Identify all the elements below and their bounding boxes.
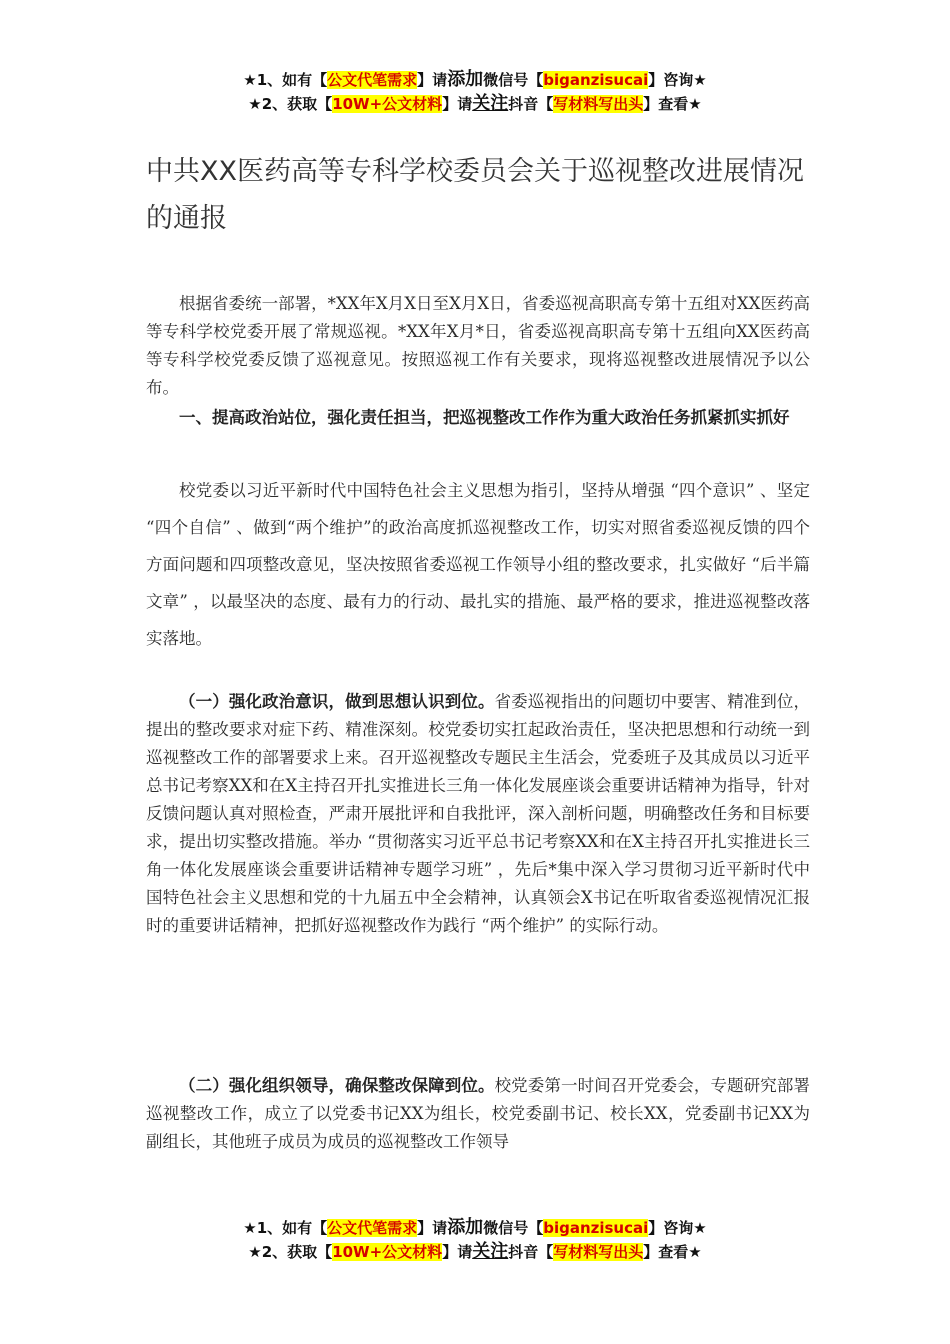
subsection-2-paragraph bbox=[146, 1072, 810, 1156]
subsection-1-lead: （一）强化政治意识，做到思想认识到位。 bbox=[179, 692, 495, 711]
banner-text: 】查看★ bbox=[643, 1243, 702, 1261]
banner-text: 】请 bbox=[442, 95, 473, 113]
banner-highlight: 公文代笔需求 bbox=[327, 71, 418, 89]
bottom-banner bbox=[0, 1216, 950, 1264]
banner-text: 微信号【 bbox=[483, 71, 544, 89]
banner-line-2 bbox=[0, 1240, 950, 1264]
banner-text: ★2、获取【 bbox=[248, 1243, 333, 1261]
banner-highlight: 写材料写出头 bbox=[553, 1243, 644, 1261]
banner-text: 】咨询★ bbox=[648, 1219, 707, 1237]
banner-highlight: 公文代笔需求 bbox=[327, 1219, 418, 1237]
banner-text: ★1、如有【 bbox=[243, 1219, 328, 1237]
banner-highlight: 写材料写出头 bbox=[553, 95, 644, 113]
banner-emphasis: 添加 bbox=[447, 1217, 484, 1238]
banner-emphasis: 关注 bbox=[472, 1241, 509, 1262]
subsection-1-text: 省委巡视指出的问题切中要害、精准到位，提出的整改要求对症下药、精准深刻。校党委切实扛起政治责任，坚决把思想和行动统一到巡视整改工作的部署要求上来。召开巡视整改专题民主生活会，党委班子及其成员以习近平总书记考察XX和在X主持召开扎实推进长三角一体化发展座谈会重要讲话精神为指导，针对反馈问题认真对照检查，严肃开展批评和自我批评，深入剖析问题，明确整改任务和目标要求，提出切实整改措施。举办 “贯彻落实习近平总书记考察XX和在X主持召开扎实推进长三角一体化发展座谈会重要讲话精神专题学习班” ，先后*集中深入学习贯彻习近平新时代中国特色社会主义思想和党的十九届五中全会精神，认真领会X书记在听取省委巡视情况汇报时的重要讲话精神，把抓好巡视整改作为践行 “两个维护” 的实际行动。 bbox=[146, 692, 811, 935]
banner-text: ★2、获取【 bbox=[248, 95, 333, 113]
banner-text: ★1、如有【 bbox=[243, 71, 328, 89]
subsection-2-lead: （二）强化组织领导，确保整改保障到位。 bbox=[179, 1076, 495, 1095]
banner-text: 】请 bbox=[417, 1219, 448, 1237]
banner-text: 抖音【 bbox=[508, 1243, 554, 1261]
section-heading-1: 一、提高政治站位，强化责任担当，把巡视整改工作作为重大政治任务抓紧抓实抓好 bbox=[179, 408, 790, 427]
subsection-2-text: 校党委第一时间召开党委会，专题研究部署巡视整改工作，成立了以党委书记XX为组长，校党委副书记、校长XX，党委副书记XX为副组长，其他班子成员为成员的巡视整改工作领导 bbox=[146, 1076, 811, 1151]
banner-line-1 bbox=[0, 1216, 950, 1240]
intro-paragraph: 根据省委统一部署，*XX年X月X日至X月X日，省委巡视高职高专第十五组对XX医药高等专科学校党委开展了常规巡视。*XX年X月*日，省委巡视高职高专第十五组向XX医药高等专科学校党委反馈了巡视意见。按照巡视工作有关要求，现将巡视整改进展情况予以公布。 bbox=[146, 294, 810, 397]
banner-highlight: 10W+公文材料 bbox=[332, 95, 443, 113]
banner-text: 】咨询★ bbox=[648, 71, 707, 89]
subsection-1-paragraph bbox=[146, 688, 810, 940]
banner-text: 微信号【 bbox=[483, 1219, 544, 1237]
banner-highlight: biganzisucai bbox=[543, 71, 649, 89]
banner-emphasis: 添加 bbox=[447, 69, 484, 90]
section-1-paragraph: 校党委以习近平新时代中国特色社会主义思想为指引，坚持从增强 “四个意识” 、坚定 “四个自信” 、做到“两个维护”的政治高度抓巡视整改工作，切实对照省委巡视反馈的四个方面问题和四项整改意见，坚决按照省委巡视工作领导小组的整改要求，扎实做好 “后半篇文章” ，以最坚决的态度、最有力的行动、最扎实的措施、最严格的要求，推进巡视整改落实落地。 bbox=[146, 481, 810, 648]
banner-text: 】查看★ bbox=[643, 95, 702, 113]
banner-highlight: biganzisucai bbox=[543, 1219, 649, 1237]
banner-text: 】请 bbox=[442, 1243, 473, 1261]
banner-text: 抖音【 bbox=[508, 95, 554, 113]
top-banner bbox=[0, 68, 950, 116]
banner-line-2 bbox=[0, 92, 950, 116]
banner-text: 】请 bbox=[417, 71, 448, 89]
banner-emphasis: 关注 bbox=[472, 93, 509, 114]
document-title: 中共XX医药高等专科学校委员会关于巡视整改进展情况的通报 bbox=[146, 156, 804, 234]
banner-line-1 bbox=[0, 68, 950, 92]
banner-highlight: 10W+公文材料 bbox=[332, 1243, 443, 1261]
